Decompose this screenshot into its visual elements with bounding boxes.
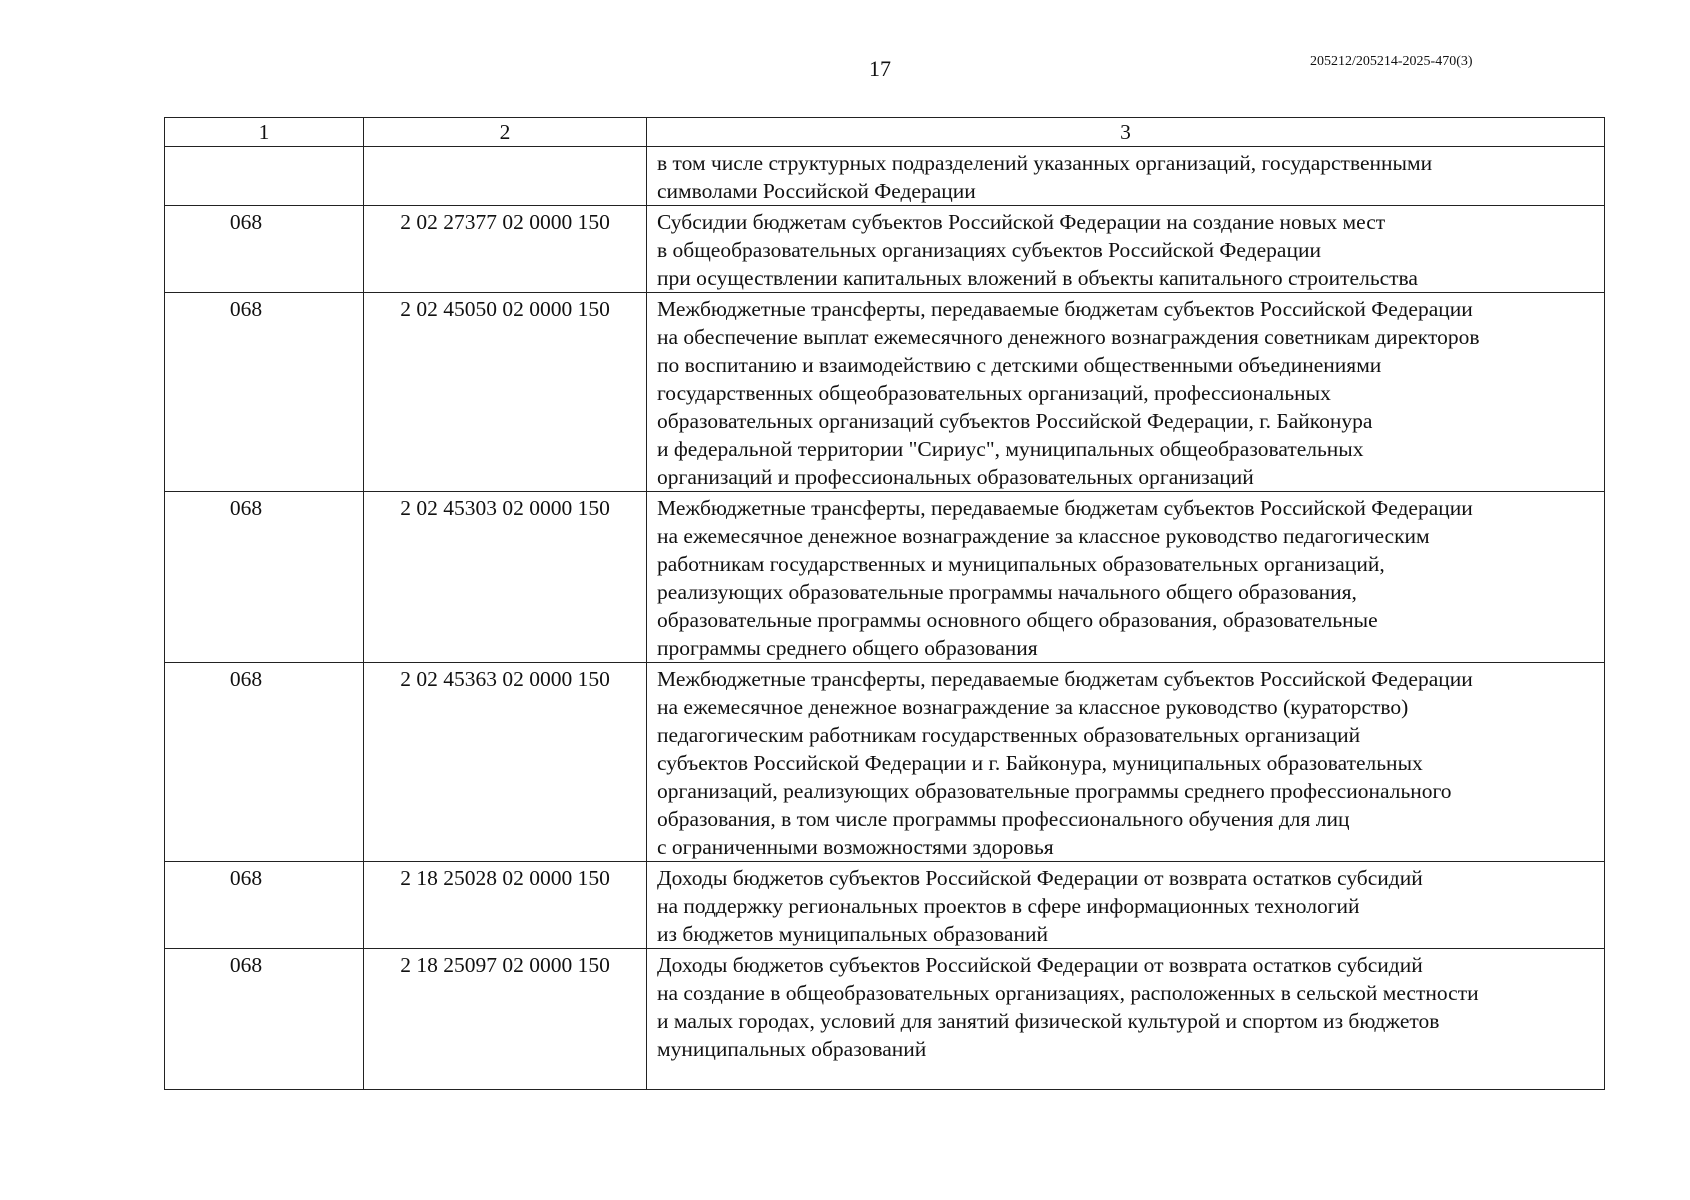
page-number: 17 <box>869 56 891 81</box>
description-cell <box>647 492 1605 663</box>
description-line: на обеспечение выплат ежемесячного денежного вознаграждения советникам директоров <box>657 325 1480 349</box>
description-line: реализующих образовательные программы начального общего образования, <box>657 580 1357 604</box>
description-line: работникам государственных и муниципальных образовательных организаций, <box>657 552 1385 576</box>
description-line: с ограниченными возможностями здоровья <box>657 835 1054 859</box>
description-line: на ежемесячное денежное вознаграждение за классное руководство (кураторство) <box>657 695 1409 719</box>
admin-code-cell: 068 <box>165 949 364 1090</box>
table-row <box>165 293 1605 492</box>
description-line: в том числе структурных подразделений указанных организаций, государственными <box>657 151 1433 175</box>
description-line: государственных общеобразовательных организаций, профессиональных <box>657 381 1331 405</box>
budget-code-cell: 2 02 45050 02 0000 150 <box>364 293 647 492</box>
description-line: образовательные программы основного общего образования, образовательные <box>657 608 1378 632</box>
description-line: символами Российской Федерации <box>657 179 976 203</box>
budget-code-cell: 2 02 27377 02 0000 150 <box>364 206 647 293</box>
description-cell <box>647 206 1605 293</box>
budget-code-cell <box>364 147 647 206</box>
description-line: Доходы бюджетов субъектов Российской Федерации от возврата остатков субсидий <box>657 953 1423 977</box>
description-line: при осуществлении капитальных вложений в объекты капитального строительства <box>657 266 1418 290</box>
description-cell <box>647 663 1605 862</box>
description-line: педагогическим работникам государственных образовательных организаций <box>657 723 1361 747</box>
description-line: образовательных организаций субъектов Российской Федерации, г. Байконура <box>657 409 1373 433</box>
column-header-2: 2 <box>364 118 647 147</box>
description-line: на поддержку региональных проектов в сфере информационных технологий <box>657 894 1360 918</box>
table-row <box>165 949 1605 1090</box>
description-cell <box>647 293 1605 492</box>
admin-code-cell: 068 <box>165 492 364 663</box>
column-header-3: 3 <box>647 118 1605 147</box>
description-line: на ежемесячное денежное вознаграждение за классное руководство педагогическим <box>657 524 1430 548</box>
description-cell <box>647 862 1605 949</box>
admin-code-cell <box>165 147 364 206</box>
table-row <box>165 492 1605 663</box>
description-line: организаций и профессиональных образовательных организаций <box>657 465 1254 489</box>
description-line: муниципальных образований <box>657 1037 927 1061</box>
description-line: образования, в том числе программы профессионального обучения для лиц <box>657 807 1350 831</box>
description-line: Межбюджетные трансферты, передаваемые бюджетам субъектов Российской Федерации <box>657 496 1473 520</box>
budget-code-cell: 2 02 45363 02 0000 150 <box>364 663 647 862</box>
table-row <box>165 206 1605 293</box>
description-line: Доходы бюджетов субъектов Российской Федерации от возврата остатков субсидий <box>657 866 1423 890</box>
table-row <box>165 663 1605 862</box>
budget-code-cell: 2 18 25097 02 0000 150 <box>364 949 647 1090</box>
admin-code-cell: 068 <box>165 206 364 293</box>
document-code: 205212/205214-2025-470(3) <box>1310 54 1473 69</box>
description-line: и федеральной территории "Сириус", муниципальных общеобразовательных <box>657 437 1364 461</box>
table-row <box>165 147 1605 206</box>
admin-code-cell: 068 <box>165 293 364 492</box>
description-line: и малых городах, условий для занятий физической культурой и спортом из бюджетов <box>657 1009 1440 1033</box>
description-line: Межбюджетные трансферты, передаваемые бюджетам субъектов Российской Федерации <box>657 297 1473 321</box>
budget-code-cell: 2 18 25028 02 0000 150 <box>364 862 647 949</box>
admin-code-cell: 068 <box>165 862 364 949</box>
description-line: программы среднего общего образования <box>657 636 1038 660</box>
description-line: в общеобразовательных организациях субъектов Российской Федерации <box>657 238 1321 262</box>
description-line: по воспитанию и взаимодействию с детскими общественными объединениями <box>657 353 1382 377</box>
description-line: Субсидии бюджетам субъектов Российской Федерации на создание новых мест <box>657 210 1386 234</box>
description-line: субъектов Российской Федерации и г. Байконура, муниципальных образовательных <box>657 751 1423 775</box>
description-cell <box>647 949 1605 1090</box>
description-cell <box>647 147 1605 206</box>
admin-code-cell: 068 <box>165 663 364 862</box>
budget-codes-table <box>164 117 1605 1090</box>
description-line: из бюджетов муниципальных образований <box>657 922 1048 946</box>
column-number-row <box>165 118 1605 147</box>
table-row <box>165 862 1605 949</box>
description-line: Межбюджетные трансферты, передаваемые бюджетам субъектов Российской Федерации <box>657 667 1473 691</box>
column-header-1: 1 <box>165 118 364 147</box>
description-line: на создание в общеобразовательных организациях, расположенных в сельской местности <box>657 981 1479 1005</box>
description-line: организаций, реализующих образовательные программы среднего профессионального <box>657 779 1452 803</box>
budget-code-cell: 2 02 45303 02 0000 150 <box>364 492 647 663</box>
